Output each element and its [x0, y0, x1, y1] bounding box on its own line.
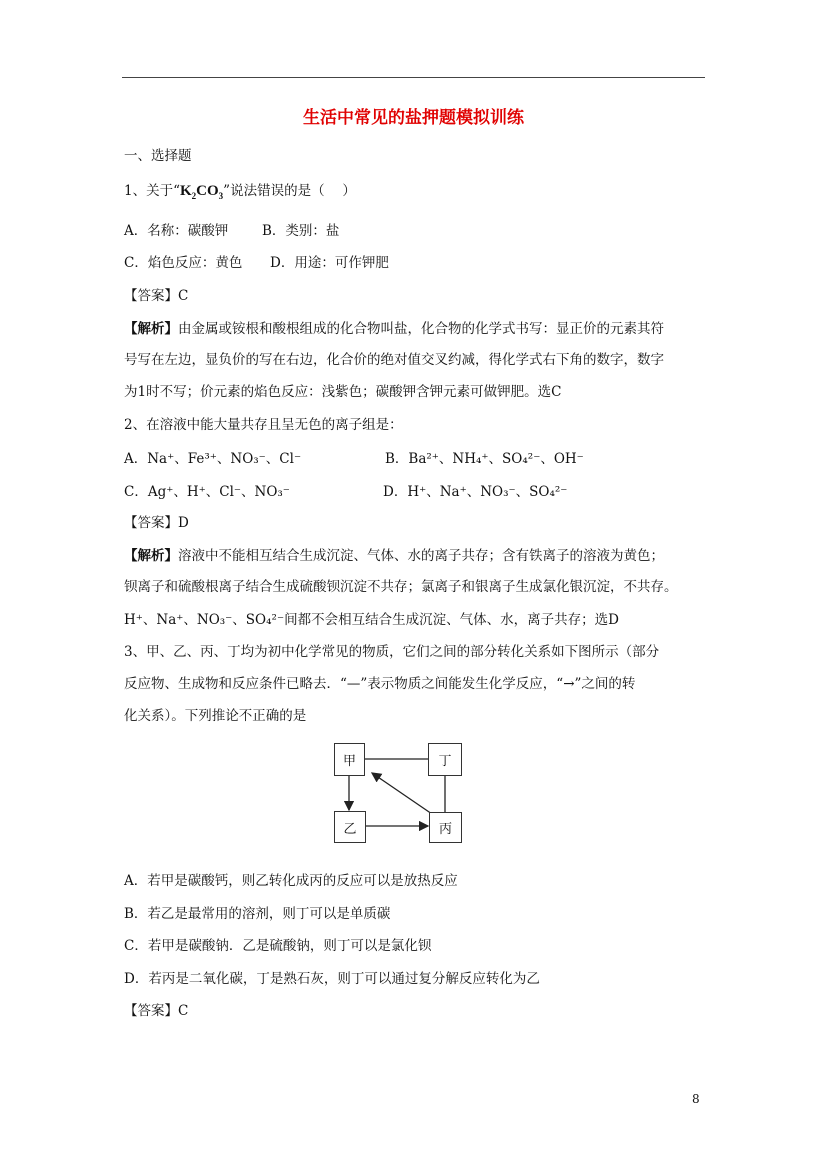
q3-answer: 【答案】C	[124, 1003, 189, 1019]
q1-analysis-2: 号写在左边，显负价的写在右边，化合价的绝对值交叉约减，得化学式右下角的数字，数字	[124, 352, 664, 368]
q1-analysis-label: 【解析】	[124, 321, 178, 337]
q1-stem-post: ”说法错误的是（ ）	[223, 183, 356, 199]
q1-option-a: A．名称：碳酸钾	[124, 223, 229, 239]
q2-answer: 【答案】D	[124, 515, 189, 531]
q3-stem-1: 3、甲、乙、丙、丁均为初中化学常见的物质，它们之间的部分转化关系如下图所示（部分	[124, 644, 660, 660]
q2-option-a: A．Na⁺、Fe³⁺、NO₃⁻、Cl⁻	[124, 451, 302, 467]
header-rule	[122, 77, 705, 78]
q2-analysis-3: H⁺、Na⁺、NO₃⁻、SO₄²⁻间都不会相互结合生成沉淀、气体、水，离子共存；选D	[124, 612, 619, 628]
box-ding: 丁	[428, 743, 462, 776]
q3-stem-2: 反应物、生成物和反应条件已略去．“—”表示物质之间能发生化学反应，“→”之间的转	[124, 676, 636, 692]
formula-k: K	[180, 183, 192, 199]
q2-stem: 2、在溶液中能大量共存且呈无色的离子组是：	[124, 417, 403, 433]
q3-option-d: D．若丙是二氧化碳，丁是熟石灰，则丁可以通过复分解反应转化为乙	[124, 971, 540, 987]
q3-option-c: C．若甲是碳酸钠．乙是硫酸钠，则丁可以是氯化钡	[124, 938, 432, 954]
formula-sub-3: 3	[218, 191, 224, 201]
relation-diagram	[332, 740, 472, 850]
q2-option-b: B．Ba²⁺、NH₄⁺、SO₄²⁻、OH⁻	[385, 451, 584, 467]
box-yi: 乙	[334, 811, 366, 843]
q1-stem	[124, 181, 356, 206]
q1-analysis-3: 为1时不写；价元素的焰色反应：浅紫色；碳酸钾含钾元素可做钾肥。选C	[124, 384, 562, 400]
box-bing: 丙	[429, 812, 462, 843]
box-jia: 甲	[334, 743, 365, 776]
q2-option-c: C．Ag⁺、H⁺、Cl⁻、NO₃⁻	[124, 484, 290, 500]
q1-option-b: B．类别：盐	[262, 223, 340, 239]
arrow-bing-jia	[372, 773, 432, 814]
document-title: 生活中常见的盐押题模拟训练	[303, 108, 524, 128]
q1-stem-pre: 1、关于“	[124, 183, 180, 199]
q3-option-a: A．若甲是碳酸钙，则乙转化成丙的反应可以是放热反应	[124, 873, 458, 889]
q2-option-d: D．H⁺、Na⁺、NO₃⁻、SO₄²⁻	[383, 484, 568, 500]
q1-option-c: C．焰色反应：黄色	[124, 255, 243, 271]
q2-analysis-label: 【解析】	[124, 548, 178, 564]
q3-stem-3: 化关系）。下列推论不正确的是	[124, 708, 307, 724]
q3-option-b: B．若乙是最常用的溶剂，则丁可以是单质碳	[124, 906, 391, 922]
q1-answer: 【答案】C	[124, 288, 189, 304]
k2co3-formula	[180, 183, 223, 199]
q2-analysis-1	[124, 546, 664, 566]
formula-co: CO	[196, 183, 219, 199]
page-number: 8	[692, 1092, 700, 1106]
formula-sub-2: 2	[191, 191, 197, 201]
q2-analysis-text: 溶液中不能相互结合生成沉淀、气体、水的离子共存；含有铁离子的溶液为黄色；	[178, 548, 664, 564]
q1-analysis-1	[124, 319, 664, 339]
q2-analysis-2: 钡离子和硫酸根离子结合生成硫酸钡沉淀不共存；氯离子和银离子生成氯化银沉淀，不共存。	[124, 579, 678, 595]
q1-option-d: D．用途：可作钾肥	[270, 255, 389, 271]
section-heading: 一、选择题	[124, 148, 192, 164]
q1-analysis-text: 由金属或铵根和酸根组成的化合物叫盐，化合物的化学式书写：显正价的元素其符	[178, 321, 664, 337]
